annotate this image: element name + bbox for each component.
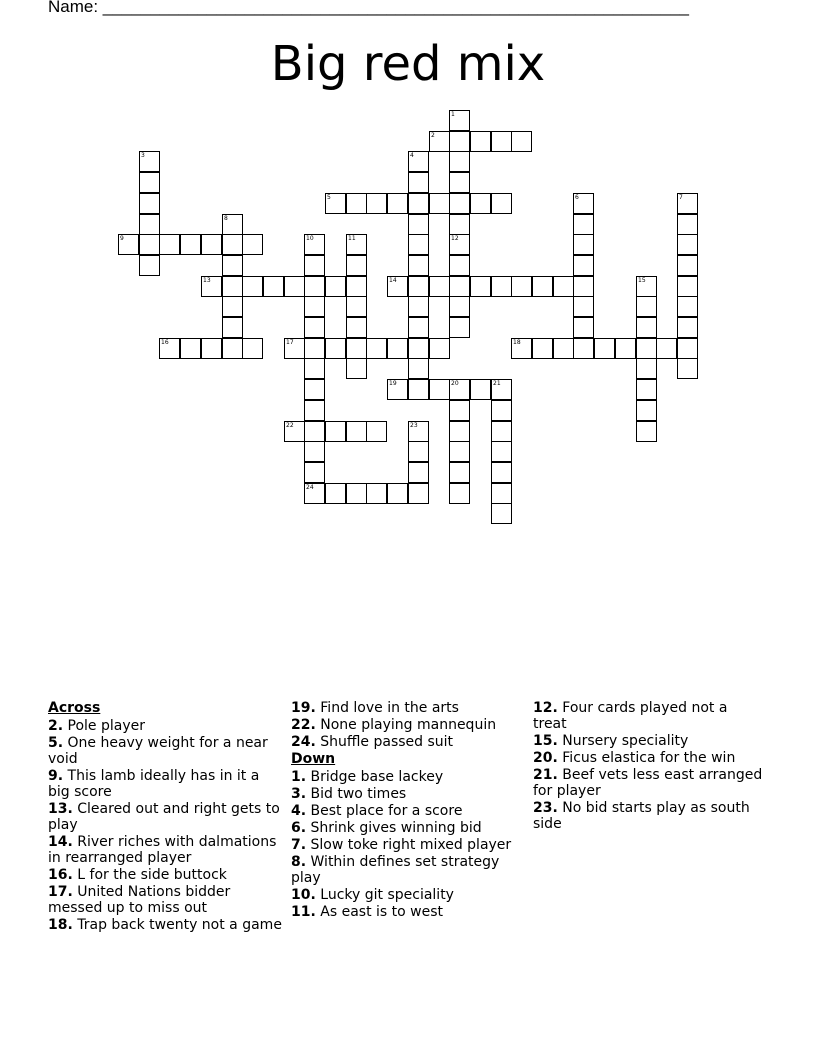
grid-cell[interactable] xyxy=(449,421,470,442)
grid-cell[interactable] xyxy=(222,234,243,255)
grid-cell[interactable] xyxy=(449,400,470,421)
clue-item xyxy=(533,700,765,732)
grid-cell[interactable] xyxy=(677,255,698,276)
clue-text: Four cards played not a treat xyxy=(533,700,728,732)
clue-item xyxy=(291,820,523,836)
grid-cell[interactable] xyxy=(408,151,429,172)
clue-item xyxy=(533,750,765,766)
grid-cell[interactable] xyxy=(511,276,532,297)
grid-cell[interactable] xyxy=(449,172,470,193)
clue-text: Ficus elastica for the win xyxy=(562,750,736,766)
cell-number: 5 xyxy=(327,194,331,201)
grid-cell[interactable] xyxy=(325,338,346,359)
cell-number: 1 xyxy=(451,111,455,118)
grid-cell[interactable] xyxy=(387,276,408,297)
grid-cell[interactable] xyxy=(222,276,243,297)
grid-cell[interactable] xyxy=(408,276,429,297)
clue-item xyxy=(48,735,284,767)
grid-cell[interactable] xyxy=(222,296,243,317)
grid-cell[interactable] xyxy=(429,338,450,359)
grid-cell[interactable] xyxy=(346,338,367,359)
clue-text: Within defines set strategy play xyxy=(291,854,500,886)
clue-item xyxy=(48,768,284,800)
grid-cell[interactable] xyxy=(677,296,698,317)
grid-cell[interactable] xyxy=(532,276,553,297)
clue-item xyxy=(291,700,523,716)
grid-cell[interactable] xyxy=(222,214,243,235)
clue-text: This lamb ideally has in it a big score xyxy=(48,768,260,800)
grid-cell[interactable] xyxy=(449,234,470,255)
grid-cell[interactable] xyxy=(159,338,180,359)
grid-cell[interactable] xyxy=(573,193,594,214)
clue-number: 9. xyxy=(48,768,64,784)
grid-cell[interactable] xyxy=(139,234,160,255)
clue-item xyxy=(48,884,284,916)
grid-cell[interactable] xyxy=(677,276,698,297)
clue-number: 1. xyxy=(291,769,307,785)
name-field-label: Name: ______________________________________________________________ xyxy=(48,0,689,16)
clue-item xyxy=(48,801,284,833)
clue-item xyxy=(291,734,523,750)
grid-cell[interactable] xyxy=(449,193,470,214)
clue-item xyxy=(533,800,765,832)
cell-number: 19 xyxy=(389,380,397,387)
clue-item xyxy=(533,767,765,799)
grid-cell[interactable] xyxy=(449,462,470,483)
clue-number: 24. xyxy=(291,734,316,750)
grid-cell[interactable] xyxy=(408,441,429,462)
grid-cell[interactable] xyxy=(636,296,657,317)
grid-cell[interactable] xyxy=(573,317,594,338)
grid-cell[interactable] xyxy=(304,483,325,504)
grid-cell[interactable] xyxy=(304,462,325,483)
clue-column-2 xyxy=(291,700,523,921)
grid-cell[interactable] xyxy=(408,234,429,255)
grid-cell[interactable] xyxy=(491,462,512,483)
grid-cell[interactable] xyxy=(304,255,325,276)
grid-cell[interactable] xyxy=(636,317,657,338)
cell-number: 15 xyxy=(638,277,646,284)
grid-cell[interactable] xyxy=(284,338,305,359)
grid-cell[interactable] xyxy=(118,234,139,255)
clue-item xyxy=(533,733,765,749)
clue-item xyxy=(291,717,523,733)
clue-number: 14. xyxy=(48,834,73,850)
cell-number: 6 xyxy=(575,194,579,201)
grid-cell[interactable] xyxy=(449,483,470,504)
grid-cell[interactable] xyxy=(491,400,512,421)
grid-cell[interactable] xyxy=(491,379,512,400)
grid-cell[interactable] xyxy=(139,255,160,276)
grid-cell[interactable] xyxy=(615,338,636,359)
cell-number: 13 xyxy=(203,277,211,284)
grid-cell[interactable] xyxy=(346,358,367,379)
cell-number: 9 xyxy=(120,235,124,242)
cell-number: 22 xyxy=(286,422,294,429)
grid-cell[interactable] xyxy=(408,193,429,214)
clue-item xyxy=(291,904,523,920)
clue-text: Beef vets less east arranged for player xyxy=(533,767,763,799)
cell-number: 16 xyxy=(161,339,169,346)
clue-text: Find love in the arts xyxy=(320,700,459,716)
grid-cell[interactable] xyxy=(222,317,243,338)
grid-cell[interactable] xyxy=(387,193,408,214)
grid-cell[interactable] xyxy=(304,441,325,462)
grid-cell[interactable] xyxy=(346,234,367,255)
grid-cell[interactable] xyxy=(139,193,160,214)
clue-number: 23. xyxy=(533,800,558,816)
across-heading: Across xyxy=(48,700,101,716)
cell-number: 20 xyxy=(451,380,459,387)
clue-column-1 xyxy=(48,700,284,934)
grid-cell[interactable] xyxy=(553,276,574,297)
grid-cell[interactable] xyxy=(491,503,512,524)
grid-cell[interactable] xyxy=(573,234,594,255)
grid-cell[interactable] xyxy=(491,421,512,442)
grid-cell[interactable] xyxy=(408,483,429,504)
clue-text: Nursery speciality xyxy=(562,733,689,749)
clue-text: As east is to west xyxy=(320,904,443,920)
grid-cell[interactable] xyxy=(346,421,367,442)
clue-number: 3. xyxy=(291,786,307,802)
clue-text: Best place for a score xyxy=(310,803,463,819)
grid-cell[interactable] xyxy=(180,234,201,255)
clue-number: 8. xyxy=(291,854,307,870)
grid-cell[interactable] xyxy=(366,483,387,504)
grid-cell[interactable] xyxy=(387,483,408,504)
clue-number: 4. xyxy=(291,803,307,819)
clue-text: None playing mannequin xyxy=(320,717,497,733)
grid-cell[interactable] xyxy=(222,255,243,276)
grid-cell[interactable] xyxy=(159,234,180,255)
grid-cell[interactable] xyxy=(449,296,470,317)
page-title: Big red mix xyxy=(270,36,546,92)
cell-number: 8 xyxy=(224,215,228,222)
grid-cell[interactable] xyxy=(242,276,263,297)
clue-number: 13. xyxy=(48,801,73,817)
clue-item xyxy=(48,917,284,933)
grid-cell[interactable] xyxy=(573,214,594,235)
clue-number: 19. xyxy=(291,700,316,716)
grid-cell[interactable] xyxy=(366,338,387,359)
clue-item xyxy=(291,887,523,903)
clue-item xyxy=(291,786,523,802)
clue-text: United Nations bidder messed up to miss out xyxy=(48,884,231,916)
grid-cell[interactable] xyxy=(304,358,325,379)
cell-number: 7 xyxy=(679,194,683,201)
grid-cell[interactable] xyxy=(491,276,512,297)
grid-cell[interactable] xyxy=(573,296,594,317)
grid-cell[interactable] xyxy=(470,276,491,297)
clue-number: 16. xyxy=(48,867,73,883)
grid-cell[interactable] xyxy=(304,317,325,338)
cell-number: 17 xyxy=(286,339,294,346)
grid-cell[interactable] xyxy=(449,379,470,400)
clue-number: 12. xyxy=(533,700,558,716)
grid-cell[interactable] xyxy=(408,214,429,235)
grid-cell[interactable] xyxy=(677,193,698,214)
grid-cell[interactable] xyxy=(636,338,657,359)
grid-cell[interactable] xyxy=(677,234,698,255)
clue-number: 18. xyxy=(48,917,73,933)
grid-cell[interactable] xyxy=(201,338,222,359)
clue-number: 7. xyxy=(291,837,307,853)
grid-cell[interactable] xyxy=(429,276,450,297)
cell-number: 12 xyxy=(451,235,459,242)
cell-number: 21 xyxy=(493,380,501,387)
clue-text: River riches with dalmations in rearranged player xyxy=(48,834,277,866)
grid-cell[interactable] xyxy=(408,255,429,276)
clue-number: 10. xyxy=(291,887,316,903)
clue-number: 2. xyxy=(48,718,64,734)
clue-text: Shrink gives winning bid xyxy=(310,820,482,836)
grid-cell[interactable] xyxy=(491,483,512,504)
clue-text: No bid starts play as south side xyxy=(533,800,750,832)
grid-cell[interactable] xyxy=(346,317,367,338)
grid-cell[interactable] xyxy=(408,379,429,400)
clue-item xyxy=(48,834,284,866)
grid-cell[interactable] xyxy=(656,338,677,359)
grid-cell[interactable] xyxy=(304,338,325,359)
grid-cell[interactable] xyxy=(449,131,470,152)
clue-number: 22. xyxy=(291,717,316,733)
grid-cell[interactable] xyxy=(325,276,346,297)
clue-text: Lucky git speciality xyxy=(320,887,454,903)
grid-cell[interactable] xyxy=(532,338,553,359)
grid-cell[interactable] xyxy=(304,379,325,400)
grid-cell[interactable] xyxy=(242,234,263,255)
grid-cell[interactable] xyxy=(201,276,222,297)
grid-cell[interactable] xyxy=(346,193,367,214)
grid-cell[interactable] xyxy=(325,421,346,442)
cell-number: 18 xyxy=(513,339,521,346)
grid-cell[interactable] xyxy=(511,338,532,359)
grid-cell[interactable] xyxy=(387,379,408,400)
grid-cell[interactable] xyxy=(449,276,470,297)
grid-cell[interactable] xyxy=(470,131,491,152)
clue-number: 6. xyxy=(291,820,307,836)
grid-cell[interactable] xyxy=(408,317,429,338)
grid-cell[interactable] xyxy=(449,255,470,276)
grid-cell[interactable] xyxy=(429,131,450,152)
grid-cell[interactable] xyxy=(139,172,160,193)
cell-number: 3 xyxy=(141,152,145,159)
grid-cell[interactable] xyxy=(242,338,263,359)
grid-cell[interactable] xyxy=(263,276,284,297)
grid-cell[interactable] xyxy=(408,338,429,359)
grid-cell[interactable] xyxy=(573,255,594,276)
grid-cell[interactable] xyxy=(139,214,160,235)
grid-cell[interactable] xyxy=(304,234,325,255)
grid-cell[interactable] xyxy=(449,151,470,172)
clue-number: 21. xyxy=(533,767,558,783)
grid-cell[interactable] xyxy=(491,131,512,152)
grid-cell[interactable] xyxy=(449,441,470,462)
grid-cell[interactable] xyxy=(636,379,657,400)
cell-number: 23 xyxy=(410,422,418,429)
grid-cell[interactable] xyxy=(677,338,698,359)
grid-cell[interactable] xyxy=(304,296,325,317)
grid-cell[interactable] xyxy=(491,193,512,214)
clue-text: Bridge base lackey xyxy=(310,769,444,785)
grid-cell[interactable] xyxy=(387,338,408,359)
grid-cell[interactable] xyxy=(408,462,429,483)
grid-cell[interactable] xyxy=(346,483,367,504)
cell-number: 2 xyxy=(431,132,435,139)
clue-number: 11. xyxy=(291,904,316,920)
clue-item xyxy=(291,837,523,853)
clue-item xyxy=(291,803,523,819)
clue-text: One heavy weight for a near void xyxy=(48,735,268,767)
grid-cell[interactable] xyxy=(677,214,698,235)
grid-cell[interactable] xyxy=(677,317,698,338)
grid-cell[interactable] xyxy=(284,276,305,297)
grid-cell[interactable] xyxy=(449,317,470,338)
grid-cell[interactable] xyxy=(139,151,160,172)
grid-cell[interactable] xyxy=(346,296,367,317)
grid-cell[interactable] xyxy=(346,255,367,276)
grid-cell[interactable] xyxy=(408,421,429,442)
grid-cell[interactable] xyxy=(325,193,346,214)
clue-text: Bid two times xyxy=(310,786,407,802)
grid-cell[interactable] xyxy=(449,214,470,235)
grid-cell[interactable] xyxy=(636,276,657,297)
clue-item xyxy=(291,854,523,886)
clue-number: 5. xyxy=(48,735,64,751)
grid-cell[interactable] xyxy=(222,338,243,359)
cell-number: 10 xyxy=(306,235,314,242)
grid-cell[interactable] xyxy=(408,172,429,193)
cell-number: 11 xyxy=(348,235,356,242)
down-heading: Down xyxy=(291,751,336,767)
grid-cell[interactable] xyxy=(408,358,429,379)
grid-cell[interactable] xyxy=(201,234,222,255)
grid-cell[interactable] xyxy=(594,338,615,359)
clue-text: L for the side buttock xyxy=(77,867,227,883)
grid-cell[interactable] xyxy=(304,276,325,297)
grid-cell[interactable] xyxy=(636,400,657,421)
clue-item xyxy=(291,769,523,785)
grid-cell[interactable] xyxy=(491,441,512,462)
clue-column-3 xyxy=(533,700,765,833)
grid-cell[interactable] xyxy=(325,483,346,504)
cell-number: 24 xyxy=(306,484,314,491)
clue-text: Slow toke right mixed player xyxy=(310,837,512,853)
grid-cell[interactable] xyxy=(180,338,201,359)
grid-cell[interactable] xyxy=(346,276,367,297)
grid-cell[interactable] xyxy=(470,193,491,214)
clue-text: Cleared out and right gets to play xyxy=(48,801,280,833)
clue-text: Trap back twenty not a game xyxy=(77,917,282,933)
grid-cell[interactable] xyxy=(284,421,305,442)
grid-cell[interactable] xyxy=(553,338,574,359)
clue-number: 17. xyxy=(48,884,73,900)
grid-cell[interactable] xyxy=(408,296,429,317)
grid-cell[interactable] xyxy=(636,421,657,442)
grid-cell[interactable] xyxy=(470,379,491,400)
grid-cell[interactable] xyxy=(573,276,594,297)
grid-cell[interactable] xyxy=(677,358,698,379)
grid-cell[interactable] xyxy=(429,379,450,400)
grid-cell[interactable] xyxy=(573,338,594,359)
grid-cell[interactable] xyxy=(366,421,387,442)
grid-cell[interactable] xyxy=(304,421,325,442)
grid-cell[interactable] xyxy=(366,193,387,214)
grid-cell[interactable] xyxy=(636,358,657,379)
clue-text: Pole player xyxy=(67,718,145,734)
cell-number: 4 xyxy=(410,152,414,159)
clue-text: Shuffle passed suit xyxy=(320,734,454,750)
clue-item xyxy=(48,718,284,734)
clue-number: 15. xyxy=(533,733,558,749)
grid-cell[interactable] xyxy=(511,131,532,152)
clue-number: 20. xyxy=(533,750,558,766)
cell-number: 14 xyxy=(389,277,397,284)
grid-cell[interactable] xyxy=(449,110,470,131)
clue-item xyxy=(48,867,284,883)
grid-cell[interactable] xyxy=(304,400,325,421)
grid-cell[interactable] xyxy=(429,193,450,214)
